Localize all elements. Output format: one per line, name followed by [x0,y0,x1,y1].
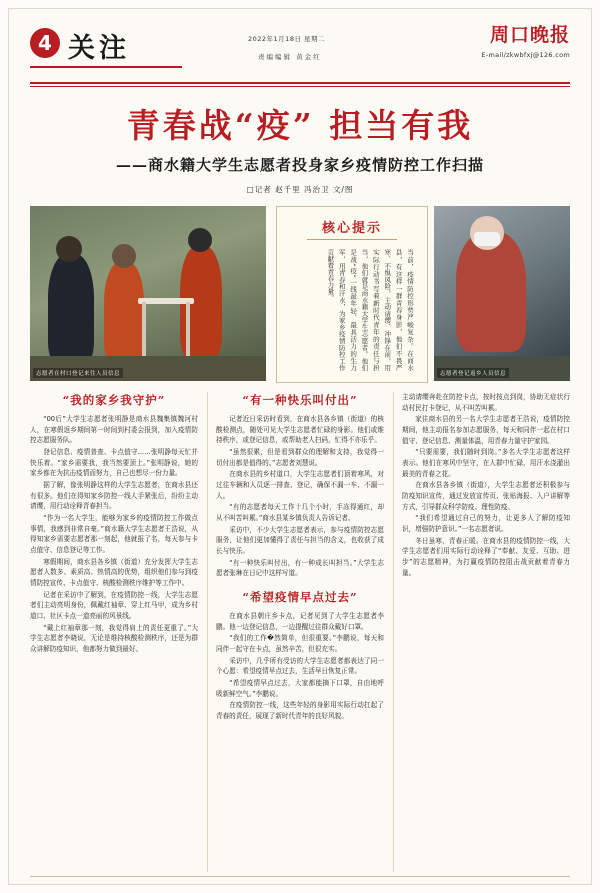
paragraph: “只要需要，我们随时到岗。”多名大学生志愿者这样表示。他们在寒风中坚守，在人群中忙碌，用汗水浇灌出最美的青春之花。 [402,448,570,478]
paragraph: “希望疫情早点过去，大家都能摘下口罩，自由地呼吸新鲜空气。”李鹏说。 [216,679,384,698]
paragraph: 寒假期间，商水县各乡镇（街道）充分发挥大学生志愿者人数多、素质高、热情高的优势，组织他们参与到疫情防控宣传、卡点值守、核酸检测秩序维护等工作中。 [30,557,198,588]
paragraph: 据了解，像张明静这样的大学生志愿者，在商水县还有很多。他们在得知家乡防控一线人手紧张后，纷纷主动请缨，用行动诠释青春担当。 [30,481,198,511]
paragraph: “我们的工作�然简单，但很重要。”李鹏说，每天和同伴一起守在卡点，虽然辛苦，但很充实。 [216,634,384,654]
paper-name: 周口晚报 [489,24,570,46]
subsection-title: “希望疫情早点过去” [242,590,358,605]
paragraph: 家住商水县的另一名大学生志愿者王浩说，疫情防控期间，他主动报名参加志愿服务，每天和同伴一起在村口值守、登记信息、测量体温，用青春力量守护家园。 [402,415,570,445]
publication-date: 2022年1月18日 星期二 [248,35,326,43]
article-byline: □记者 赵千里 冯治卫 文/图 [246,185,354,194]
paragraph: 主动请缨奔赴在防控卡点，按时按点到岗，协助无症状行动村民打卡登记，从不叫苦叫累。 [402,393,570,412]
column-divider-1 [207,392,208,872]
core-tip-rule [307,239,397,240]
core-tip-box [276,206,428,383]
masthead [30,26,570,78]
paragraph: 在商水县的乡村道口，大学生志愿者们顶着寒风，对过往车辆和人员逐一排查、登记，确保不漏一车、不漏一人。 [216,470,384,500]
photo-right-caption: 志愿者登记返乡人员信息 [437,368,509,378]
paragraph: 在商水县朝庄乡卡点，记者见到了大学生志愿者李鹏。他一边登记信息，一边提醒过往群众戴好口罩。 [216,612,384,631]
photo-left [30,206,266,381]
paper-logo [481,26,570,59]
paragraph: “有的志愿者每天工作十几个小时，手冻得通红，却从不叫苦叫累。”商水县某乡镇负责人告诉记者。 [216,503,384,523]
page-number: 4 [30,28,60,58]
subsection-title: “我的家乡我守护” [62,393,166,407]
photo-left-caption: 志愿者在村口登记来往人员信息 [33,368,123,378]
section-underline [30,66,182,68]
masthead-rule-thick [30,82,570,84]
paragraph: “我们希望通过自己的努力，让更多人了解防疫知识，增强防护意识。”一名志愿者说。 [402,514,570,534]
core-tip-text: 当前，疫情防控形势严峻复杂。在商水县，有这样一群青春身影，他们不畏严寒、不惧风险，主动请缨、冲锋在前，用实际行动书写着新时代青年的责任与担当，他们就是商水籍大学生志愿者。他们是战“疫”一线最年轻、最具活力的生力军，用青春和汗水，为家乡疫情防控工作贡献着青春力量。 [326,249,414,371]
paragraph: 在商水县各乡镇（街道），大学生志愿者还积极参与防疫知识宣传，通过发放宣传页、张贴海报、入户讲解等方式，引导群众科学防疫、理性防疫。 [402,481,570,511]
paragraph: 记者在采访中了解到，在疫情防控一线，大学生志愿者们主动亮明身份，佩戴红袖章、穿上红马甲，成为乡村道口、社区卡点一道亮丽的风景线。 [30,590,198,621]
paper-sheet [8,8,592,885]
paragraph: “虽然很累，但是看到群众的理解和支持，我觉得一切付出都是值得的。”志愿者刘慧说。 [216,448,384,467]
paragraph: 采访中，不少大学生志愿者表示，参与疫情防控志愿服务，让他们更加懂得了责任与担当的含义，也收获了成长与快乐。 [216,525,384,556]
footer-rule [30,876,570,877]
paragraph: 冬日虽寒，青春正暖。在商水县的疫情防控一线，大学生志愿者们用实际行动诠释了“奉献、友爱、互助、进步”的志愿精神，为打赢疫情防控阻击战贡献着青春力量。 [402,536,570,577]
paragraph: “00后”大学生志愿者张明静是商水县魏集镇魏河村人，在寒假返乡期间第一时间到村委会报到，加入疫情防控志愿服务队。 [30,415,198,445]
section-title: 关注 [68,33,130,64]
photo-right [434,206,570,381]
column-3 [402,392,570,872]
article-headline: 青春战“疫” 担当有我 [126,106,474,145]
paragraph: 采访中，几乎所有受访的大学生志愿者都表达了同一个心愿：希望疫情早点过去，生活早日恢复正常。 [216,656,384,676]
subsection-title: “有一种快乐叫付出” [242,393,358,407]
article-subheadline: ——商水籍大学生志愿者投身家乡疫情防控工作扫描 [115,156,484,174]
paragraph: 记者近日采访时看到，在商水县各乡镇（街道）的核酸检测点，随处可见大学生志愿者忙碌的身影。他们或维持秩序，或登记信息，或帮助老人扫码，忙得不亦乐乎。 [216,415,384,445]
article-body [30,392,570,872]
paragraph: “作为一名大学生，能够为家乡的疫情防控工作做点事情，我感到非常自豪。”商水籍大学生志愿者王浩说，从得知家乡需要志愿者那一刻起，他就报了名，每天参与卡点值守、信息登记等工作。 [30,514,198,555]
core-tip-title: 核心提示 [321,221,382,236]
paragraph: 登记信息、疫情普查、卡点值守……张明静每天忙并快乐着。“家乡需要我，我当然要顶上。”张明静说，她的家乡都在为抗击疫情而努力，自己也想尽一份力量。 [30,448,198,478]
paragraph: 在疫情防控一线，这些年轻的身影用实际行动扛起了青春的责任，展现了新时代青年的良好风貌。 [216,701,384,721]
column-2 [216,392,384,872]
paragraph: “戴上红袖章那一刻，我觉得肩上的责任更重了。”大学生志愿者李晓说，无论是维持核酸检测秩序，还是为群众讲解防疫知识，他都努力做到最好。 [30,623,198,654]
column-divider-2 [393,392,394,872]
editor-credits: 责编编辑 黄金红 [258,53,322,61]
column-1 [30,392,198,872]
photo-band [30,206,570,381]
paragraph: “有一种快乐叫付出，有一种成长叫担当。”大学生志愿者张琳在日记中这样写道。 [216,558,384,578]
masthead-rule-thin [30,86,570,87]
paper-email: E-mail/zkwbfxj@126.com [481,51,570,59]
